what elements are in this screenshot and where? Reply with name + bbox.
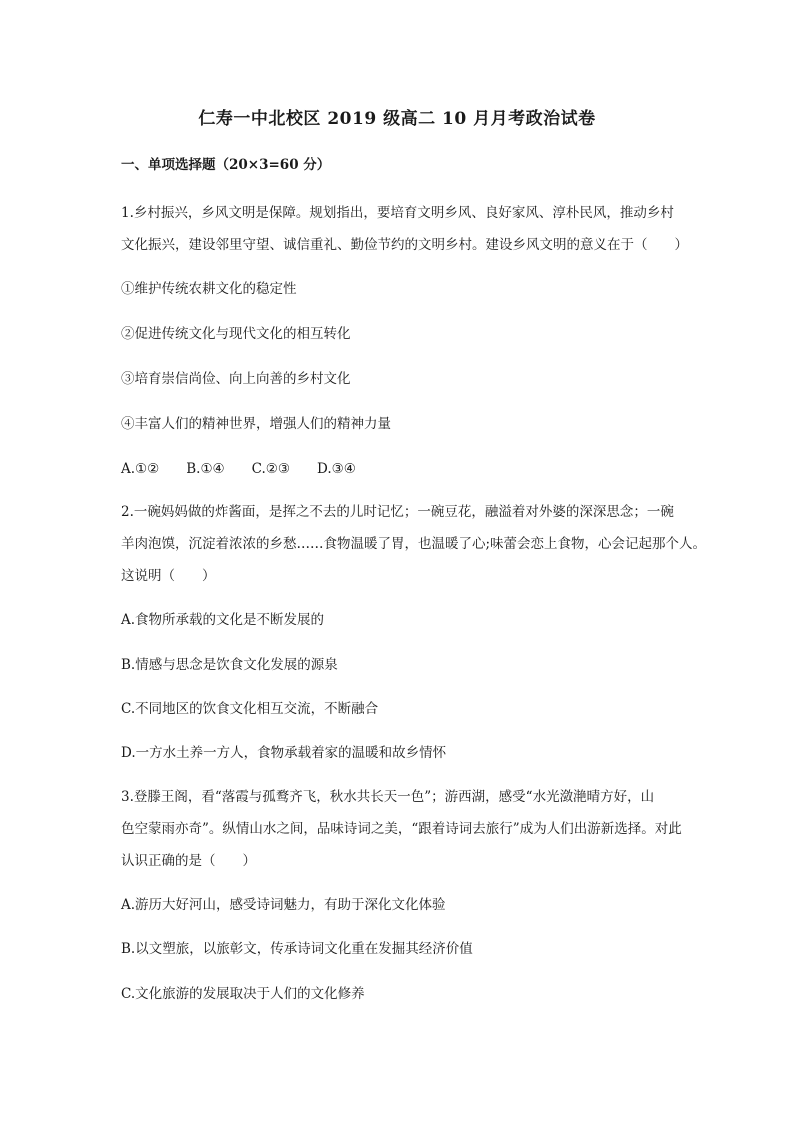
question-1-statement-4: ④丰富人们的精神世界，增强人们的精神力量: [121, 416, 391, 432]
question-3-stem-line-1: 3.登滕王阁，看“落霞与孤鹜齐飞，秋水共长天一色”；游西湖，感受“水光潋滟晴方好，山: [121, 789, 655, 805]
question-2-stem-line-3: 这说明（ ）: [121, 568, 216, 584]
question-1-statement-1: ①维护传统农耕文化的稳定性: [121, 281, 297, 297]
question-1-statement-2: ②促进传统文化与现代文化的相互转化: [121, 326, 351, 342]
question-2-option-c: C.不同地区的饮食文化相互交流，不断融合: [121, 701, 379, 717]
question-3-option-c: C.文化旅游的发展取决于人们的文化修养: [121, 986, 365, 1002]
question-3-stem-line-2: 色空蒙雨亦奇”。纵情山水之间，品味诗词之美，“跟着诗词去旅行”成为人们出游新选择。对此: [121, 821, 682, 837]
question-2-option-a: A.食物所承载的文化是不断发展的: [121, 612, 325, 628]
question-3-option-a: A.游历大好河山，感受诗词魅力，有助于深化文化体验: [121, 897, 446, 913]
question-2-option-b: B.情感与思念是饮食文化发展的源泉: [121, 657, 338, 673]
section-heading: 一、单项选择题（20×3=60 分）: [121, 157, 331, 173]
question-1-statement-3: ③培育崇信尚俭、向上向善的乡村文化: [121, 371, 351, 387]
question-1-stem-line-2: 文化振兴，建设邻里守望、诚信重礼、勤俭节约的文明乡村。建设乡风文明的意义在于（ ）: [121, 237, 688, 253]
question-3-stem-line-3: 认识正确的是（ ）: [121, 853, 256, 869]
question-2-stem-line-1: 2.一碗妈妈做的炸酱面，是挥之不去的儿时记忆；一碗豆花，融溢着对外婆的深深思念；一碗: [121, 504, 674, 520]
question-2-stem-line-2: 羊肉泡馍，沉淀着浓浓的乡愁……食物温暖了胃，也温暖了心;味蕾会恋上食物，心会记起那个人。: [121, 536, 707, 552]
exam-title: 仁寿一中北校区 2019 级高二 10 月月考政治试卷: [198, 109, 596, 129]
question-1-options: A.①② B.①④ C.②③ D.③④: [121, 461, 356, 477]
question-2-option-d: D.一方水土养一方人，食物承载着家的温暖和故乡情怀: [121, 745, 447, 761]
question-1-stem-line-1: 1.乡村振兴，乡风文明是保障。规划指出，要培育文明乡风、良好家风、淳朴民风，推动乡村: [121, 205, 674, 221]
question-3-option-b: B.以文塑旅，以旅彰文，传承诗词文化重在发掘其经济价值: [121, 941, 473, 957]
